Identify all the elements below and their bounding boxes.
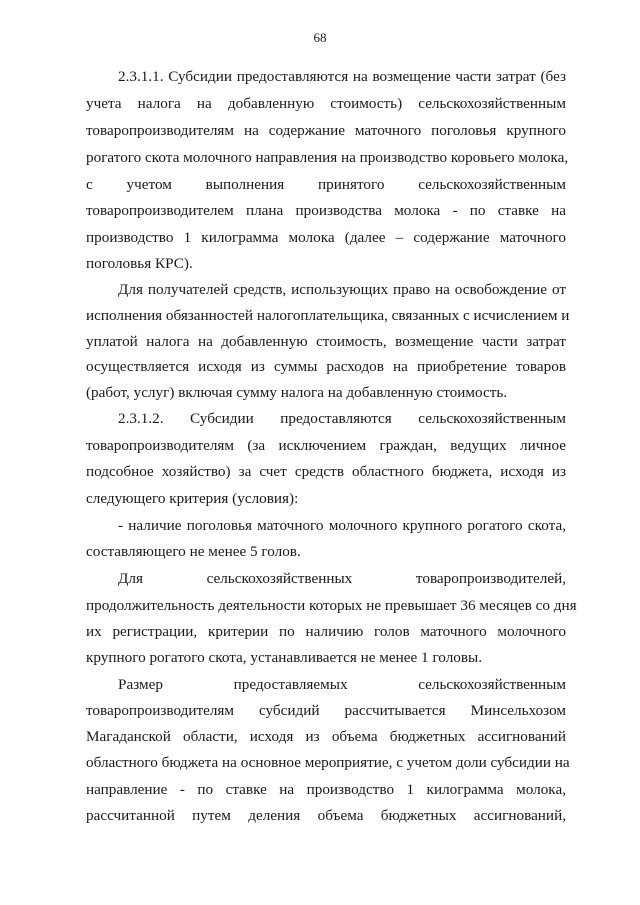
text-line: рогатого скота молочного направления на производство коровьего молока, xyxy=(86,149,569,166)
text-line: подсобное хозяйство) за счет средств областного бюджета, исходя из xyxy=(86,463,566,480)
text-line: уплатой налога на добавленную стоимость, возмещение части затрат xyxy=(86,333,566,350)
text-line: Размер предоставляемых сельскохозяйственным xyxy=(118,676,566,693)
text-line: Магаданской области, исходя из объема бюджетных ассигнований xyxy=(86,728,566,745)
text-line: 2.3.1.1. Субсидии предоставляются на возмещение части затрат (без xyxy=(118,68,566,85)
text-line: товаропроизводителям субсидий рассчитывается Минсельхозом xyxy=(86,702,566,719)
text-line: их регистрации, критерии по наличию голов маточного молочного xyxy=(86,623,566,640)
text-line: направление - по ставке на производство 1 килограмма молока, xyxy=(86,781,566,798)
text-line: товаропроизводителям (за исключением граждан, ведущих личное xyxy=(86,437,566,454)
text-line: Для сельскохозяйственных товаропроизводителей, xyxy=(118,570,566,587)
text-line: рассчитанной путем деления объема бюджетных ассигнований, xyxy=(86,807,566,824)
text-line: осуществляется исходя из суммы расходов на приобретение товаров xyxy=(86,358,566,375)
text-line: производство 1 килограмма молока (далее – содержание маточного xyxy=(86,229,566,246)
text-line: с учетом выполнения принятого сельскохозяйственным xyxy=(86,176,566,193)
text-line: учета налога на добавленную стоимость) сельскохозяйственным xyxy=(86,95,566,112)
text-line: составляющего не менее 5 голов. xyxy=(86,543,301,560)
text-line: товаропроизводителем плана производства молока - по ставке на xyxy=(86,202,566,219)
text-line: поголовья КРС). xyxy=(86,255,193,272)
text-line: крупного рогатого скота, устанавливается не менее 1 головы. xyxy=(86,649,483,666)
text-line: областного бюджета на основное мероприятие, с учетом доли субсидии на xyxy=(86,754,570,771)
text-line: Для получателей средств, использующих право на освобождение от xyxy=(118,281,566,298)
text-line: (работ, услуг) включая сумму налога на добавленную стоимость. xyxy=(86,384,508,401)
page-number: 68 xyxy=(313,30,327,45)
text-line: следующего критерия (условия): xyxy=(86,490,299,507)
text-line: исполнения обязанностей налогоплательщика, связанных с исчислением и xyxy=(86,307,570,324)
text-line: продолжительность деятельности которых не превышает 36 месяцев со дня xyxy=(86,597,577,614)
text-line: - наличие поголовья маточного молочного крупного рогатого скота, xyxy=(118,517,566,534)
text-line: 2.3.1.2. Субсидии предоставляются сельскохозяйственным xyxy=(118,410,566,427)
text-line: товаропроизводителям на содержание маточного поголовья крупного xyxy=(86,122,566,139)
